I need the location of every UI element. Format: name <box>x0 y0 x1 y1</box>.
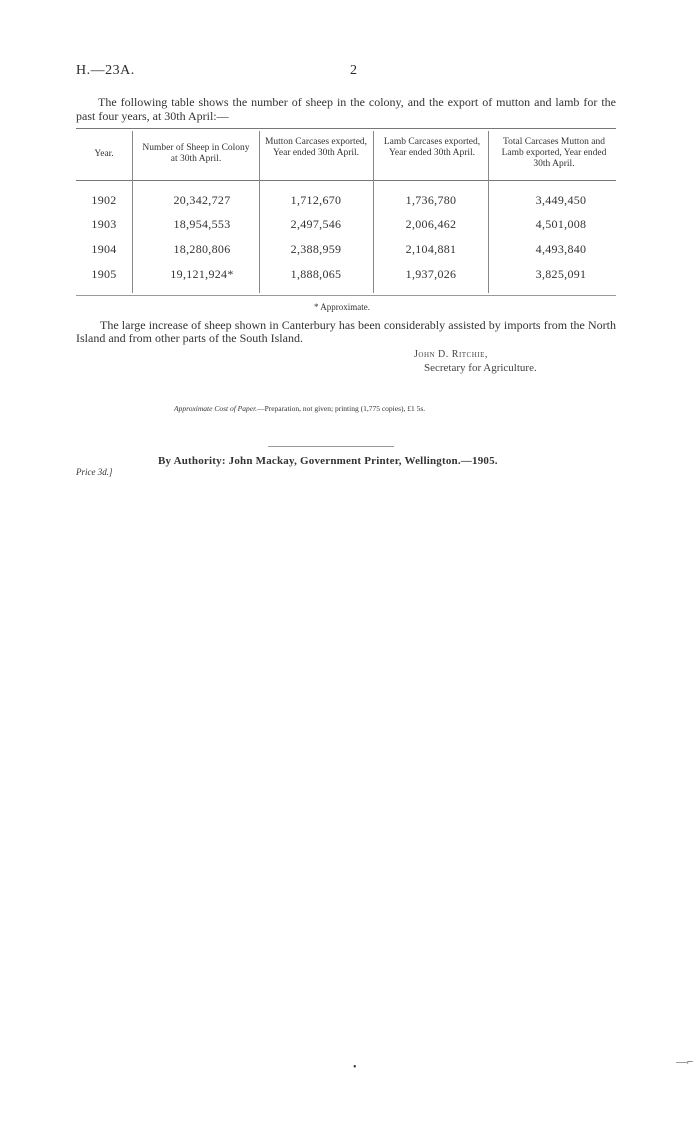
table-cell-year: 1905 <box>91 267 117 281</box>
table-cell-total: 3,449,450 <box>535 193 587 207</box>
table-cell-year: 1904 <box>91 242 117 256</box>
table-cell-lamb: 2,104,881 <box>405 242 457 256</box>
table-cell-total: 3,825,091 <box>535 267 587 281</box>
column-header-lamb: Lamb Carcases exported, Year ended 30th April. <box>383 137 481 158</box>
table-cell-year: 1902 <box>91 193 117 207</box>
table-header-rule <box>76 180 616 181</box>
table-cell-mutton: 1,888,065 <box>290 267 342 281</box>
table-cell-year: 1903 <box>91 217 117 231</box>
document-reference: H.—23A. <box>76 63 135 78</box>
table-column-divider <box>488 131 489 293</box>
table-cell-sheep: 18,954,553 <box>173 217 231 231</box>
table-column-divider <box>132 131 133 293</box>
cost-note-text: —Preparation, not given; printing (1,775 copies), £1 5s. <box>257 404 426 413</box>
table-cell-mutton: 1,712,670 <box>290 193 342 207</box>
table-cell-lamb: 2,006,462 <box>405 217 457 231</box>
cost-note <box>174 404 425 413</box>
table-cell-lamb: 1,937,026 <box>405 267 457 281</box>
column-header-sheep: Number of Sheep in Colony at 30th April. <box>142 143 250 164</box>
body-paragraph: The large increase of sheep shown in Canterbury has been considerably assisted by imports from the North Island and from other parts of the South Island. <box>76 318 616 345</box>
table-top-rule <box>76 128 616 129</box>
table-cell-sheep: 18,280,806 <box>173 242 231 256</box>
edge-mark: —⌐ <box>676 1056 694 1068</box>
table-cell-total: 4,493,840 <box>535 242 587 256</box>
authority-rule <box>268 446 394 447</box>
stray-dot: • <box>353 1062 357 1073</box>
page-number: 2 <box>350 63 357 78</box>
signature-title: Secretary for Agriculture. <box>424 362 537 374</box>
table-cell-sheep: 19,121,924* <box>170 267 234 281</box>
signature-name: John D. Ritchie, <box>414 349 488 360</box>
table-cell-total: 4,501,008 <box>535 217 587 231</box>
column-header-mutton: Mutton Carcases exported, Year ended 30th April. <box>264 137 368 158</box>
table-footnote: * Approximate. <box>314 302 370 312</box>
column-header-total: Total Carcases Mutton and Lamb exported, Year ended 30th April. <box>501 137 607 169</box>
cost-note-label: Approximate Cost of Paper. <box>174 404 258 413</box>
intro-paragraph: The following table shows the number of sheep in the colony, and the export of mutton and lamb for the past four years, at 30th April:— <box>76 95 616 123</box>
table-bottom-rule <box>76 295 616 296</box>
table-column-divider <box>373 131 374 293</box>
column-header-year: Year. <box>94 149 114 159</box>
table-cell-sheep: 20,342,727 <box>173 193 231 207</box>
table-cell-mutton: 2,497,546 <box>290 217 342 231</box>
table-cell-lamb: 1,736,780 <box>405 193 457 207</box>
table-cell-mutton: 2,388,959 <box>290 242 342 256</box>
printer-authority: By Authority: John Mackay, Government Printer, Wellington.—1905. <box>158 455 498 467</box>
price-note: Price 3d.] <box>76 467 113 477</box>
table-column-divider <box>259 131 260 293</box>
